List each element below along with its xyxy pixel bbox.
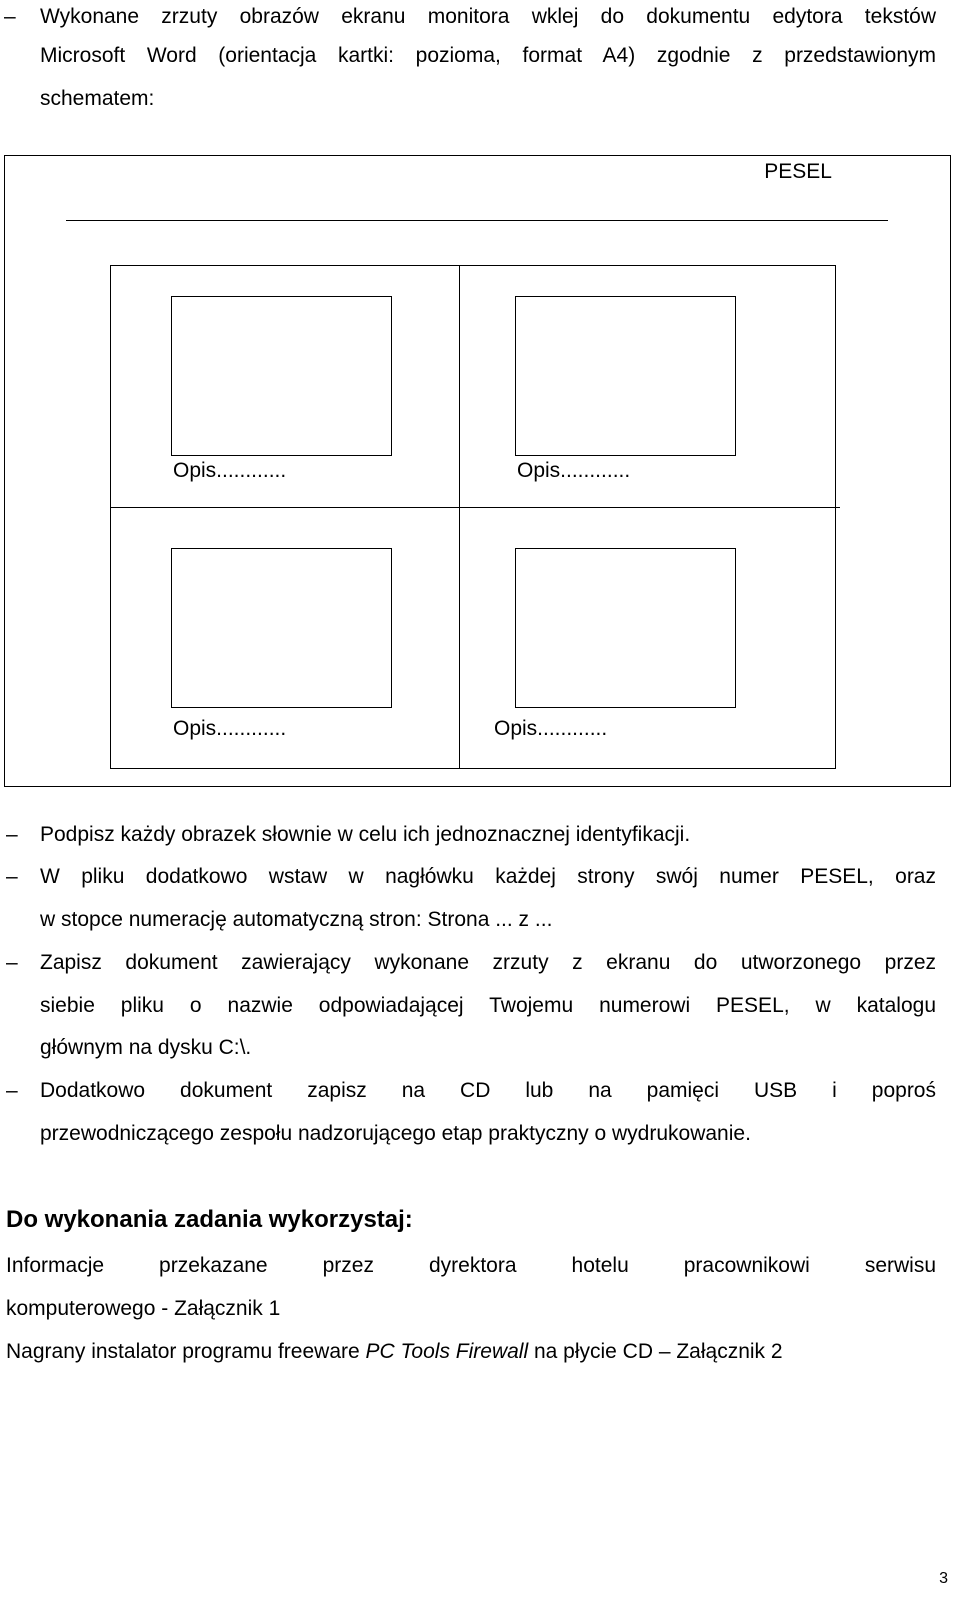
schema-pesel-label: PESEL (764, 160, 832, 183)
picture-caption-2: Opis............ (517, 459, 631, 482)
picture-caption-1: Opis............ (173, 459, 287, 482)
picture-caption-3: Opis............ (173, 717, 287, 740)
resources-line-3 (6, 1339, 783, 1365)
instruction-4-line-2: przewodniczącego zespołu nadzorującego etap praktyczny o wydrukowanie. (40, 1122, 751, 1145)
instruction-3-line-3: głównym na dysku C:\. (40, 1036, 252, 1059)
instruction-3-line-1: Zapisz dokument zawierający wykonane zrzuty z ekranu do utworzonego przez (40, 951, 936, 974)
resources-heading: Do wykonania zadania wykorzystaj: (6, 1206, 413, 1233)
resources-line-3-end: na płycie CD – Załącznik 2 (528, 1340, 783, 1363)
instruction-3-line-2: siebie pliku o nazwie odpowiadającej Twojemu numerowi PESEL, w katalogu (40, 994, 936, 1017)
resources-line-1: Informacje przekazane przez dyrektora hotelu pracownikowi serwisu (6, 1254, 936, 1277)
resources-line-2: komputerowego - Załącznik 1 (6, 1297, 281, 1320)
intro-line-3: schematem: (40, 87, 155, 110)
instruction-4-line-1: Dodatkowo dokument zapisz na CD lub na pamięci USB i poproś (40, 1079, 936, 1102)
instruction-bullet-1: – (6, 823, 18, 846)
picture-placeholder-3 (171, 548, 392, 708)
picture-placeholder-2 (515, 296, 736, 456)
resources-line-3-start: Nagrany instalator programu freeware (6, 1340, 366, 1363)
page-number: 3 (939, 1570, 948, 1587)
resources-software-name: PC Tools Firewall (365, 1340, 529, 1363)
schema-grid-horizontal-divider (110, 507, 840, 508)
instruction-2-line-2: w stopce numerację automatyczną stron: Strona ... z ... (40, 908, 553, 931)
instruction-1-line-1: Podpisz każdy obrazek słownie w celu ich jednoznacznej identyfikacji. (40, 823, 691, 846)
picture-caption-4: Opis............ (494, 717, 608, 740)
instruction-bullet-2: – (6, 865, 18, 888)
picture-placeholder-1 (171, 296, 392, 456)
schema-grid-vertical-divider (459, 265, 460, 769)
intro-line-2: Microsoft Word (orientacja kartki: pozioma, format A4) zgodnie z przedstawionym (40, 44, 936, 67)
schema-header-rule (66, 220, 888, 221)
instruction-bullet-3: – (6, 951, 18, 974)
intro-bullet: – (4, 5, 16, 28)
instruction-2-line-1: W pliku dodatkowo wstaw w nagłówku każdej strony swój numer PESEL, oraz (40, 865, 936, 888)
intro-line-1: Wykonane zrzuty obrazów ekranu monitora wklej do dokumentu edytora tekstów (40, 5, 936, 28)
instruction-bullet-4: – (6, 1079, 18, 1102)
picture-placeholder-4 (515, 548, 736, 708)
